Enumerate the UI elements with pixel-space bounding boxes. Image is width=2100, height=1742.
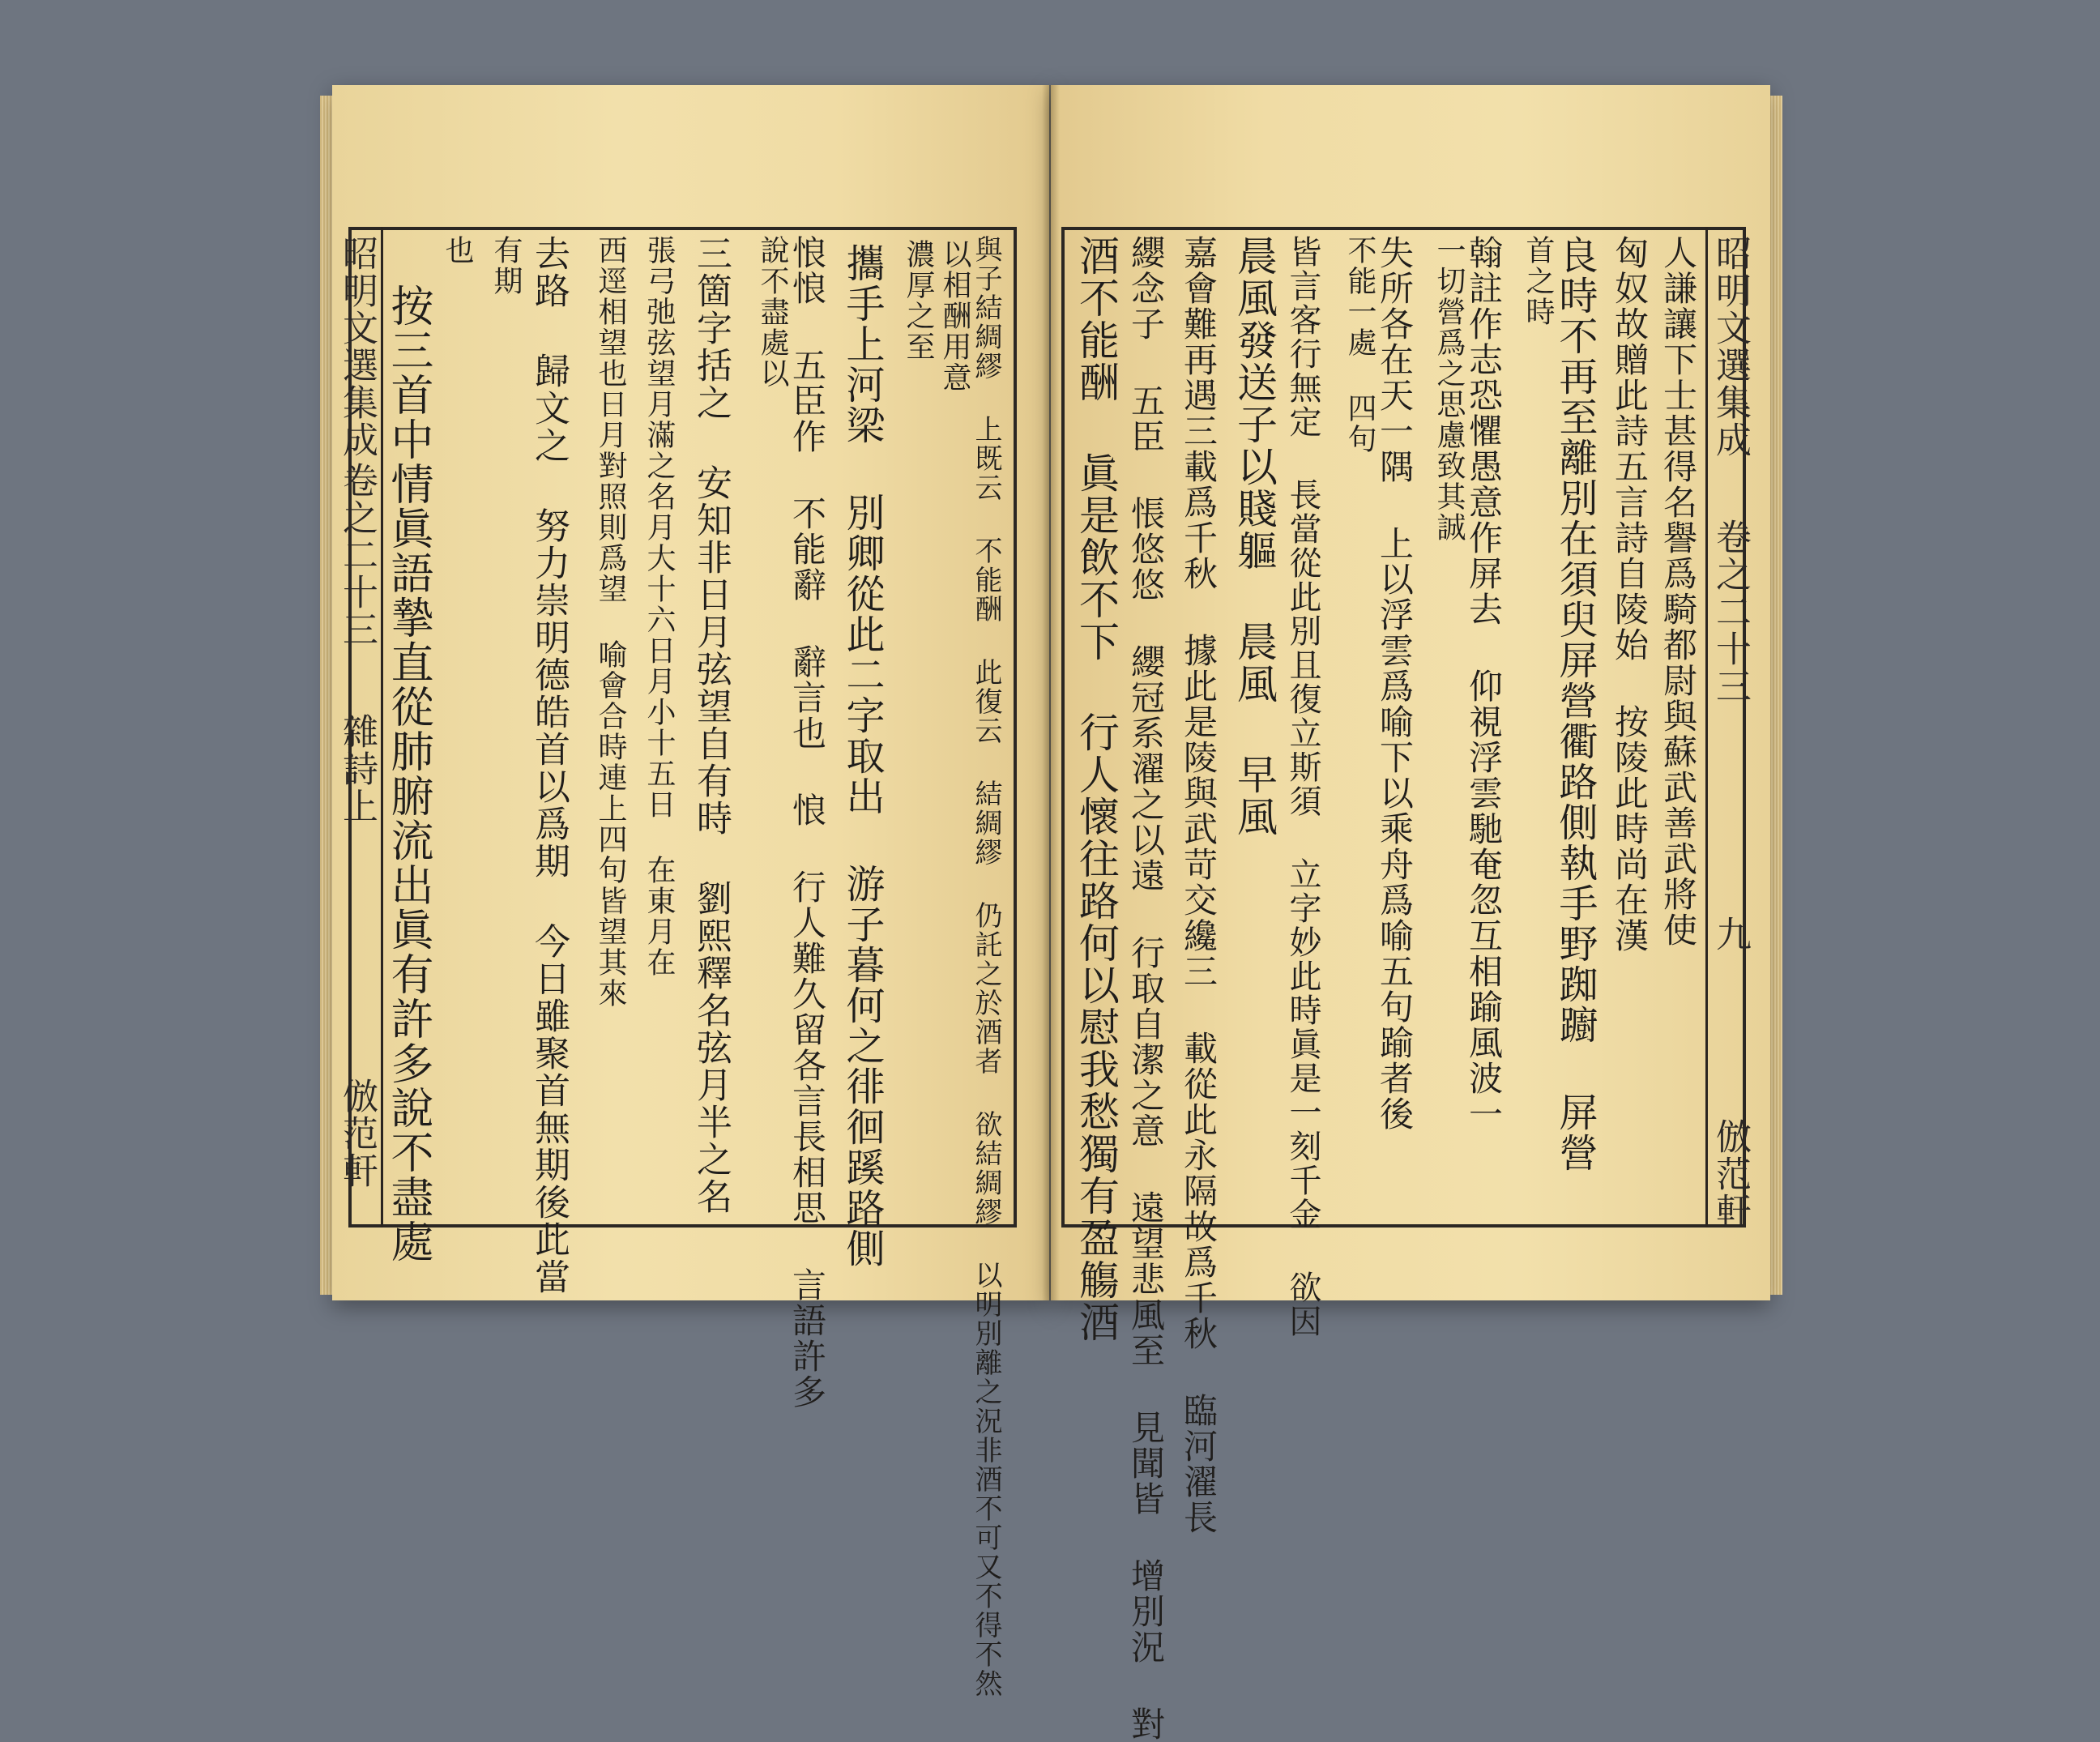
right-col-5: 翰註作志恐懼愚意作屏去 仰視浮雲馳奄忽互相踰風波一: [1464, 235, 1504, 1132]
left-header-volume: 卷之二十三: [336, 462, 378, 648]
book-gutter: [1042, 85, 1060, 1300]
left-col-2: 也: [441, 235, 474, 266]
left-text-frame: [348, 227, 1017, 1228]
right-publisher-mark: 倣范軒: [1709, 1118, 1751, 1230]
right-col-12: 纓念子 五臣 悵悠悠 纓冠系濯之以遠 行取自潔之意 遠望悲風至 見聞皆 增別況 對: [1126, 235, 1166, 1742]
left-col-3: 有期: [489, 235, 523, 297]
left-col-1: 按三首中情眞語摯直從肺腑流出眞有許多說不盡處: [384, 284, 433, 1264]
right-col-8: 不能一處 四句: [1343, 235, 1377, 455]
right-col-6: 一切營爲之思慮致其誠: [1432, 235, 1466, 543]
left-col-11: 濃厚之至: [902, 239, 935, 362]
left-header-rule: [381, 227, 383, 1228]
right-col-13: 酒不能酬 眞是飲不下 行人懷往路何以慰我愁獨有盈觴酒: [1073, 235, 1120, 1343]
right-col-7: 失所各在天一隅 上以浮雲爲喻下以乘舟爲喻五句踰者後: [1375, 235, 1415, 1132]
right-col-9: 皆言客行無定 長當從此別且復立斯須 立字妙此時眞是一刻千金 欲因: [1284, 235, 1321, 1339]
left-col-12: 以相酬用意: [938, 239, 971, 393]
right-col-1: 人謙讓下士甚得名譽爲騎都尉與蘇武善武將使: [1658, 235, 1698, 948]
right-header-folio: 九: [1709, 916, 1751, 953]
right-col-10: 晨風發送子以賤軀 晨風 早風: [1231, 235, 1278, 838]
left-col-8: 說不盡處以: [756, 235, 789, 389]
right-header-volume: 卷之二十三: [1709, 519, 1751, 705]
right-col-11: 嘉會難再遇三載爲千秋 據此是陵與武苛交纔三 載從此永隔故爲千秋 臨河濯長: [1179, 235, 1219, 1535]
left-col-6: 張弓弛弦望月滿之名月大十六日月小十五日 在東月在: [642, 235, 676, 978]
left-publisher-mark: 倣范軒: [336, 1078, 378, 1189]
left-header-section: 雜詩上: [336, 713, 378, 825]
right-col-2: 匈奴故贈此詩五言詩自陵始 按陵此時尚在漢: [1610, 235, 1650, 954]
left-col-9: 悢悢 五臣作 不能辭 辭言也 悢 行人難久留各言長相思 言語許多: [788, 235, 827, 1410]
left-col-5: 西逕相望也日月對照則爲望 喻會合時連上四句皆望其來: [594, 235, 627, 1009]
right-col-3: 良時不再至離別在須臾屏營衢路側執手野踟躕 屏營: [1552, 235, 1598, 1173]
left-col-4: 去路 歸文之 努力崇明德皓首以爲期 今日雖聚首無期後此當: [528, 235, 570, 1296]
left-col-10: 攜手上河梁 別卿從此二字取出 游子暮何之徘徊蹊路側: [839, 243, 885, 1269]
left-col-7: 三箇字括之 安知非日月弦望自有時 劉熙釋名弦月半之名: [690, 235, 732, 1215]
left-header-title: 昭明文選集成: [336, 235, 378, 459]
right-col-4: 首之時: [1522, 235, 1555, 327]
right-header-title: 昭明文選集成: [1709, 235, 1751, 459]
right-header-rule: [1705, 227, 1708, 1228]
left-col-13: 與子結綢繆 上既云 不能酬 此復云 結綢繆 仍託之於酒者 欲結綢繆 以明別離之況非酒不可又不得不然: [970, 235, 1002, 1698]
